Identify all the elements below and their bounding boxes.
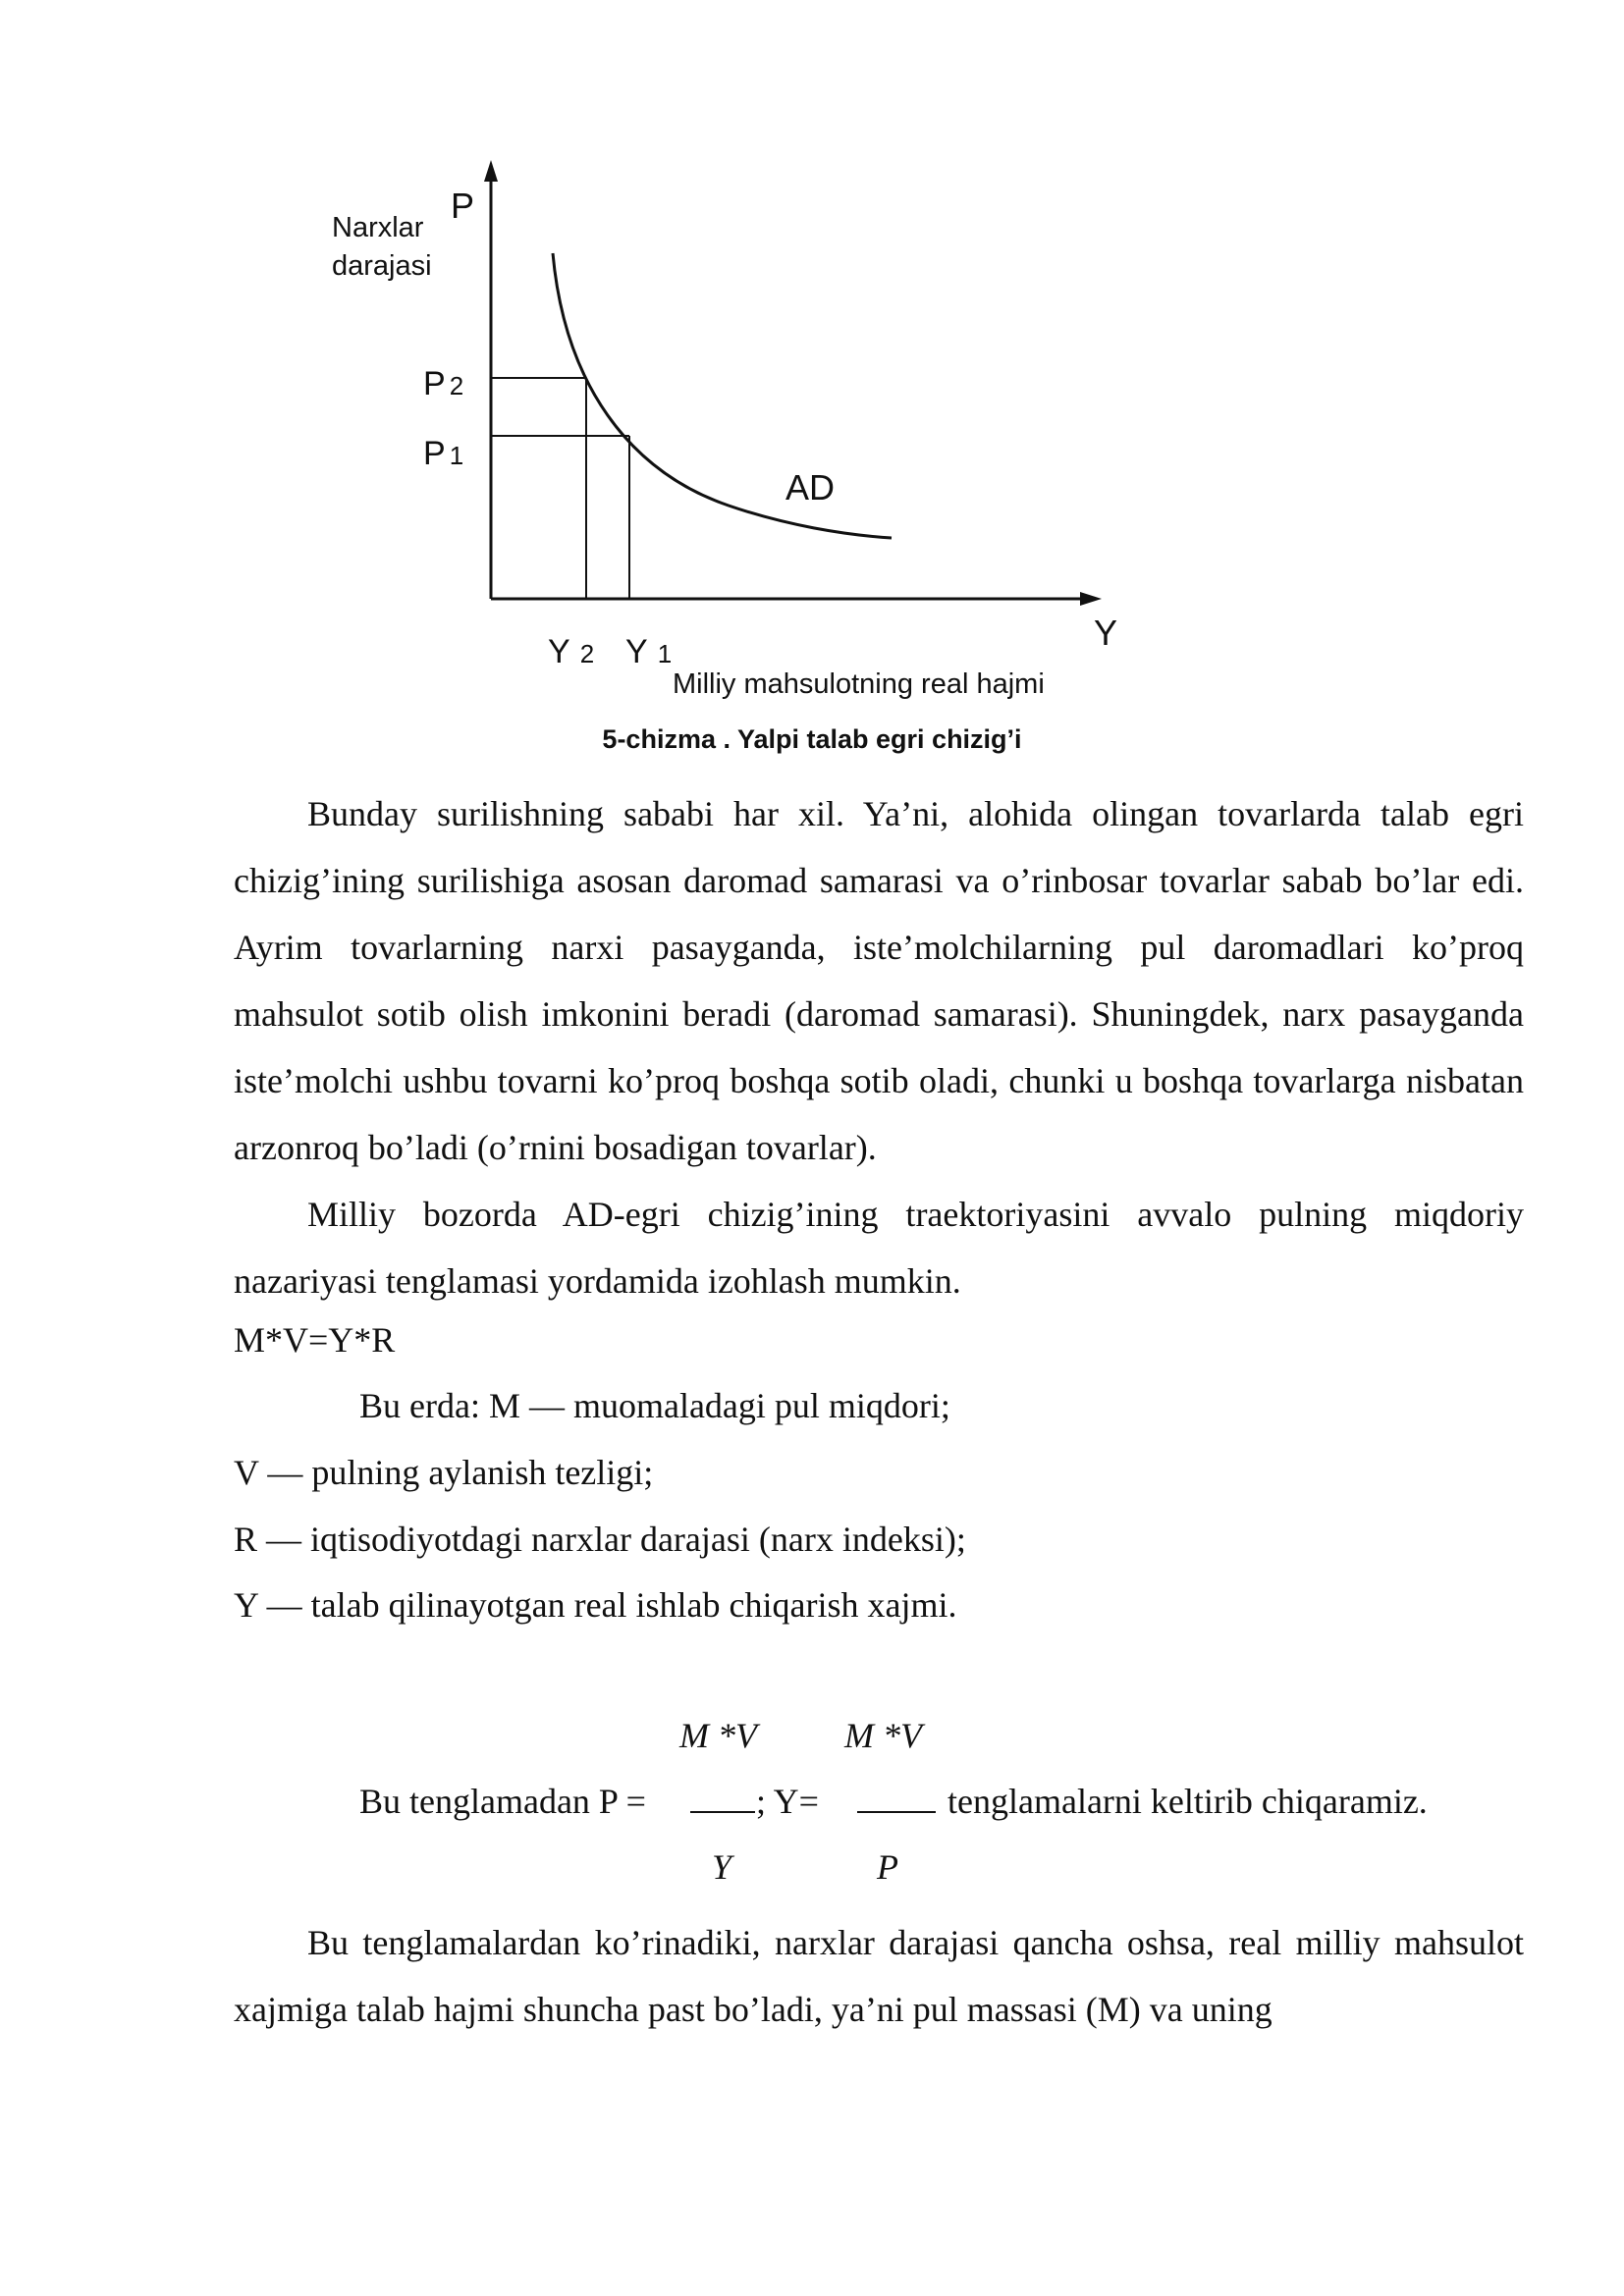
definition-v: V — pulning aylanish tezligi; [234,1453,654,1492]
formula-suffix: tenglamalarni keltirib chiqaramiz. [947,1782,1428,1821]
fraction-2-bar [857,1811,936,1813]
y-axis-title-line2: darajasi [332,250,432,282]
p2-label: P 2 [423,365,464,402]
x-axis-title: Milliy mahsulotning real hajmi [673,668,1045,700]
paragraph-3: Bu tenglamalardan ko’rinadiki, narxlar darajasi qancha oshsa, real milliy mahsulot xajmiga talab hajmi shuncha past bo’ladi, ya’ni pul massasi (M) va uning [234,1923,1524,2029]
fraction-2-numerator: M *V [844,1716,922,1755]
p1-label: P 1 [423,435,464,472]
x-axis-letter: Y [1094,613,1118,653]
ad-curve [553,253,892,538]
definition-y: Y — talab qilinayotgan real ishlab chiqarish xajmi. [234,1585,957,1625]
fraction-1-numerator: M *V [679,1716,757,1755]
curve-label-ad: AD [785,467,836,507]
figure-caption: 5-chizma . Yalpi talab egri chizig’i [602,724,1022,754]
paragraph-1: Bunday surilishning sababi har xil. Ya’ni, alohida olingan tovarlarda talab egri chizig’ining surilishiga asosan daromad samarasi va o’rinbosar tovarlar sabab bo’lar edi. Ayrim tovarlarning narxi pasayganda, iste’molchilarning pul daromadlari ko’proq mahsulot sotib olish imkonini beradi (daromad samarasi). Shuningdek, narx pasayganda iste’molchi ushbu tovarni ko’proq boshqa sotib oladi, chunki u boshqa tovarlarga nisbatan arzonroq bo’ladi (o’rnini bosadigan tovarlar). [234,794,1524,1167]
fraction-1-denominator: Y [712,1847,732,1887]
equation-mv-yr: M*V=Y*R [234,1320,396,1360]
formula-prefix: Bu tenglamadan P = [359,1782,646,1821]
definition-r: R — iqtisodiyotdagi narxlar darajasi (narx indeksi); [234,1520,966,1559]
y-axis-letter: P [451,186,475,226]
fraction-1-bar [690,1811,755,1813]
formula-mid: ; Y= [756,1782,819,1821]
x-axis-arrow-icon [1080,592,1102,606]
ad-curve-figure [0,0,1624,775]
y-axis-title-line1: Narxlar [332,212,424,243]
y-axis-arrow-icon [484,160,498,182]
fraction-2-denominator: P [877,1847,898,1887]
y1-label: Y 1 [625,633,673,670]
paragraph-2: Milliy bozorda AD-egri chizig’ining traektoriyasini avvalo pulning miqdoriy nazariyasi tenglamasi yordamida izohlash mumkin. [234,1195,1524,1301]
definition-m: Bu erda: M — muomaladagi pul miqdori; [359,1386,950,1425]
y2-label: Y 2 [548,633,595,670]
